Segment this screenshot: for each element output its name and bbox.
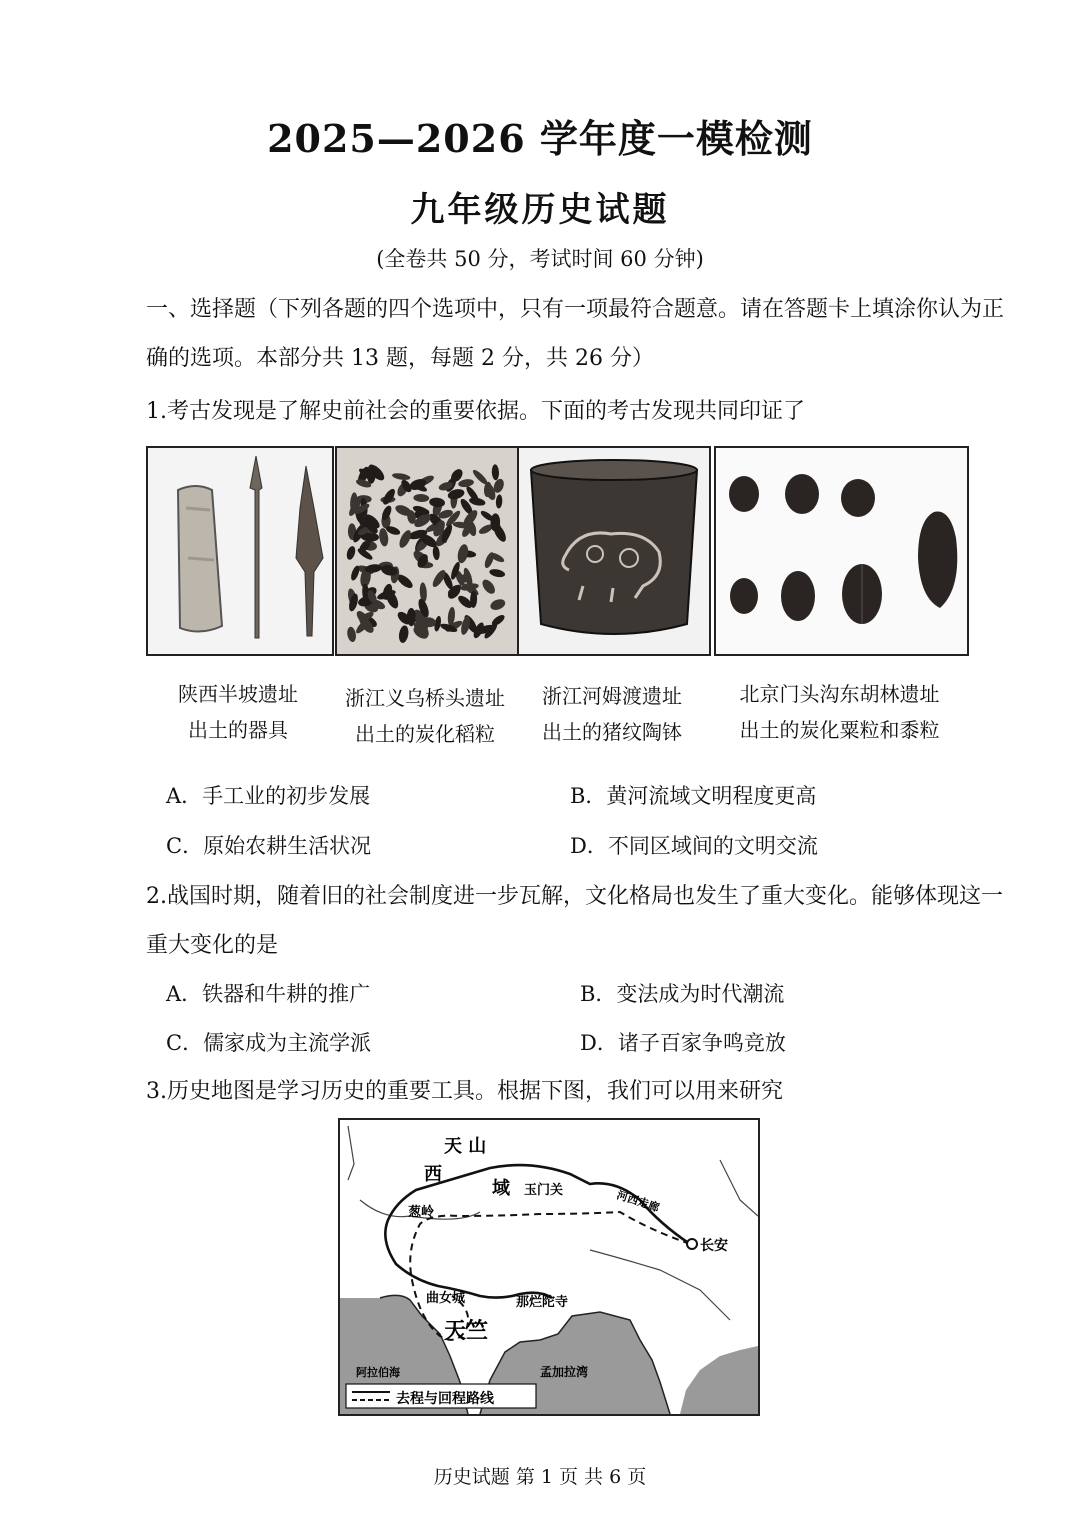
map-label-yumenguan: 玉门关 (524, 1183, 564, 1198)
section-instruction-line2: 确的选项。本部分共 13 题，每题 2 分，共 26 分） (146, 346, 654, 371)
q3-map (338, 1118, 760, 1416)
exam-note: (全卷共 50 分，考试时间 60 分钟) (376, 247, 704, 271)
map-legend (346, 1384, 536, 1408)
page-footer: 历史试题 第 1 页 共 6 页 (433, 1466, 647, 1488)
map-label-congling: 葱岭 (408, 1205, 435, 1220)
exam-subtitle: 九年级历史试题 (410, 190, 670, 230)
q1-image-pig-bowl (517, 446, 711, 656)
q1-image-rice (335, 446, 519, 656)
map-label-mengjiala: 孟加拉湾 (540, 1365, 589, 1379)
q1-caption-3: 浙江河姆渡遗址 出土的猪纹陶钵 (542, 684, 682, 744)
q2-option-a[interactable]: A．铁器和牛耕的推广 (166, 982, 371, 1006)
section-instruction-line1: 一、选择题（下列各题的四个选项中，只有一项最符合题意。请在答题卡上填涂你认为正 (146, 297, 1005, 322)
svg-text:去程与回程路线: 去程与回程路线 (396, 1391, 494, 1407)
q2-option-b[interactable]: B．变法成为时代潮流 (580, 982, 785, 1006)
q1-option-c[interactable]: C．原始农耕生活状况 (166, 834, 372, 858)
map-label-hexi: 河西走廊 (615, 1188, 661, 1215)
q1-stem: 1.考古发现是了解史前社会的重要依据。下面的考古发现共同印证了 (146, 399, 805, 424)
q1-caption-2: 浙江义乌桥头遗址 出土的炭化稻粒 (345, 686, 505, 746)
q1-option-a[interactable]: A．手工业的初步发展 (166, 784, 371, 808)
q1-image-millet (714, 446, 969, 656)
q1-option-d[interactable]: D．不同区域间的文明交流 (570, 834, 818, 858)
q2-stem-line1: 2.战国时期，随着旧的社会制度进一步瓦解，文化格局也发生了重大变化。能够体现这一 (146, 884, 1003, 909)
q2-stem-line2: 重大变化的是 (146, 933, 279, 958)
map-label-tianzhu: 天竺 (444, 1319, 489, 1344)
map-label-alabo: 阿拉伯海 (356, 1366, 400, 1379)
q1-option-b[interactable]: B．黄河流域文明程度更高 (570, 784, 817, 808)
q1-caption-1: 陕西半坡遗址 出土的器具 (178, 682, 298, 742)
map-label-nalantuo: 那烂陀寺 (516, 1295, 569, 1310)
q1-image-tools (146, 446, 334, 656)
map-label-quxuncheng: 曲女城 (426, 1291, 466, 1306)
exam-title: 2025—2026 学年度一模检测 (267, 116, 813, 161)
map-label-tianshan: 天 山 (444, 1136, 487, 1157)
map-label-yu: 域 (492, 1178, 510, 1199)
q2-option-c[interactable]: C．儒家成为主流学派 (166, 1031, 372, 1055)
q1-caption-4: 北京门头沟东胡林遗址 出土的炭化粟粒和黍粒 (739, 682, 940, 742)
map-label-changan: 长安 (700, 1238, 728, 1254)
map-label-xi: 西 (424, 1164, 442, 1185)
q3-stem: 3.历史地图是学习历史的重要工具。根据下图，我们可以用来研究 (146, 1079, 783, 1104)
q2-option-d[interactable]: D．诸子百家争鸣竞放 (580, 1031, 786, 1055)
